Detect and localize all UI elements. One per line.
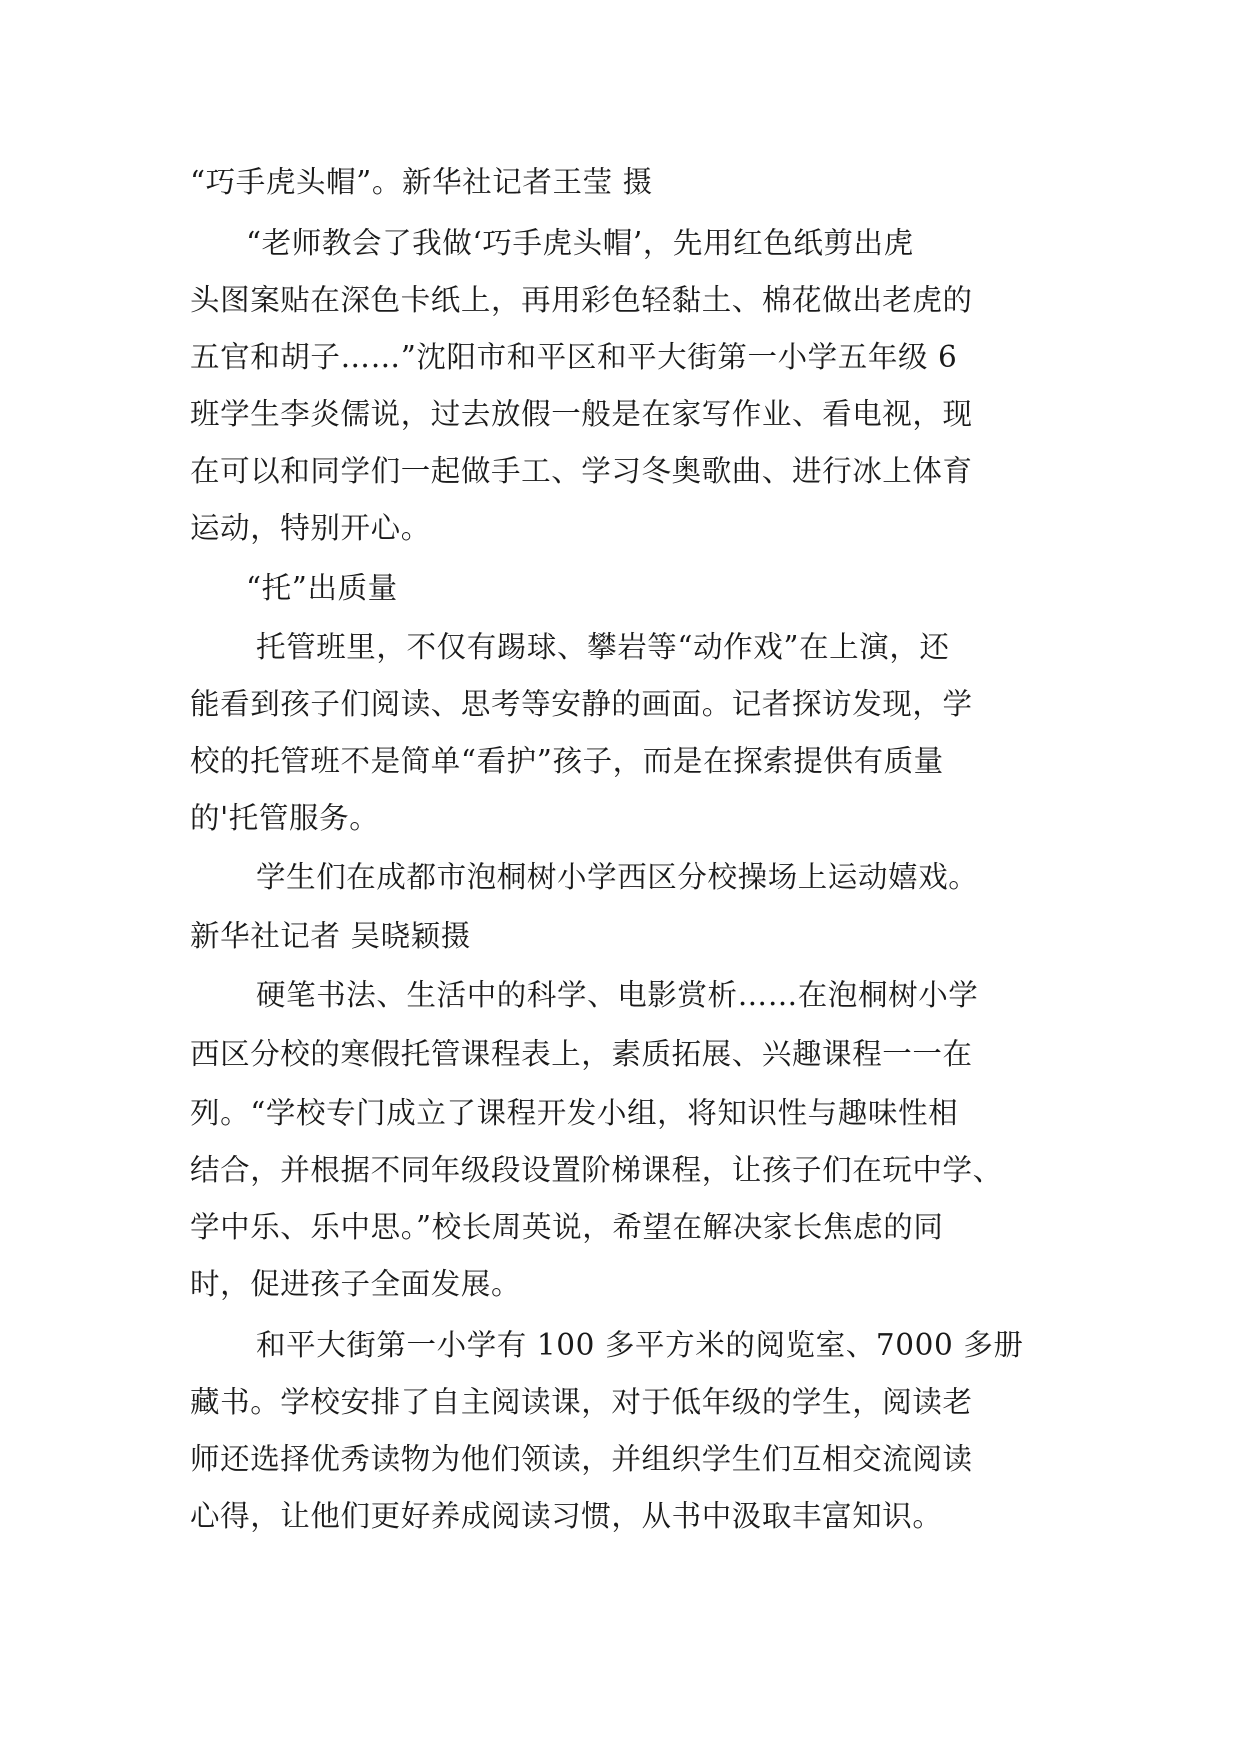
text-line: 班学生李炎儒说，过去放假一般是在家写作业、看电视，现 [190, 397, 973, 431]
text-line: 头图案贴在深色卡纸上，再用彩色轻黏土、棉花做出老虎的 [190, 283, 973, 317]
text-line: 时，促进孩子全面发展。 [190, 1267, 522, 1301]
text-line: 能看到孩子们阅读、思考等安静的画面。记者探访发现，学 [190, 687, 973, 721]
text-line: 的'托管服务。 [190, 801, 380, 835]
text-line: 心得，让他们更好养成阅读习惯，从书中汲取丰富知识。 [190, 1499, 943, 1533]
text-line: 硬笔书法、生活中的科学、电影赏析……在泡桐树小学 [256, 978, 979, 1012]
text-line: 西区分校的寒假托管课程表上，素质拓展、兴趣课程一一在 [190, 1037, 973, 1071]
text-line: 结合，并根据不同年级段设置阶梯课程，让孩子们在玩中学、 [190, 1153, 1003, 1187]
photo-caption: 新华社记者 吴晓颖摄 [190, 919, 471, 953]
text-line: 在可以和同学们一起做手工、学习冬奥歌曲、进行冰上体育 [190, 454, 973, 488]
photo-caption: 学生们在成都市泡桐树小学西区分校操场上运动嬉戏。 [256, 860, 979, 894]
text-line: 托管班里，不仅有踢球、攀岩等“动作戏”在上演，还 [256, 630, 950, 664]
text-line: 师还选择优秀读物为他们领读，并组织学生们互相交流阅读 [190, 1442, 973, 1476]
text-line: “老师教会了我做‘巧手虎头帽’，先用红色纸剪出虎 [246, 226, 914, 260]
text-line: 校的托管班不是简单“看护”孩子，而是在探索提供有质量 [190, 744, 944, 778]
text-line: 五官和胡子……”沈阳市和平区和平大街第一小学五年级 6 [190, 340, 958, 374]
text-line: 列。“学校专门成立了课程开发小组，将知识性与趣味性相 [190, 1096, 959, 1130]
text-line: 和平大街第一小学有 100 多平方米的阅览室、7000 多册 [256, 1328, 1024, 1362]
text-line: 学中乐、乐中思。”校长周英说，希望在解决家长焦虑的同 [190, 1210, 944, 1244]
text-line: 藏书。学校安排了自主阅读课，对于低年级的学生，阅读老 [190, 1385, 973, 1419]
text-line: “巧手虎头帽”。新华社记者王莹 摄 [190, 165, 653, 199]
section-heading: “托”出质量 [246, 571, 398, 605]
text-line: 运动，特别开心。 [190, 511, 431, 545]
